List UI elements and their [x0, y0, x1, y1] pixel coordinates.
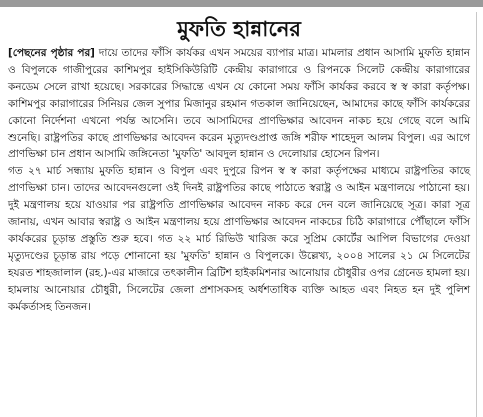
- article-body: [8, 45, 470, 316]
- column-rule: [476, 12, 477, 417]
- article-paragraph-1: [8, 45, 470, 163]
- news-article: [8, 14, 470, 414]
- article-headline: মুফতি হান্নানের: [177, 16, 301, 41]
- continued-from-label: [পেছনের পৃষ্ঠার পর]: [8, 47, 95, 59]
- top-rule: [0, 0, 483, 7]
- article-paragraph-2: গত ২৭ মার্চ সন্ধ্যায় মুফতি হান্নান ও বিপুল এবং দুপুরে রিপন স্ব স্ব কারা কর্তৃপক্ষের মাধ্যমে রাষ্ট্রপতির কাছে প্রাণভিক্ষা চান। তাদের আবেদনগুলো ওই দিনই রাষ্ট্রপতির কাছে পাঠাতে স্বরাষ্ট্র ও আইন মন্ত্রণালয়ে পাঠানো হয়। দুই মন্ত্রণালয় হয়ে যাওয়ার পর রাষ্ট্রপতি প্রাণভিক্ষার আবেদন নাকচ করে দেন বলে জানিয়েছে সূত্র। কারা সূত্র জানায়, এখন আবার স্বরাষ্ট্র ও আইন মন্ত্রণালয় হয়ে প্রাণভিক্ষার আবেদন নাকচের চিঠি কারাগারে পৌঁছালে ফাঁসি কার্যকরের চূড়ান্ত প্রস্তুতি শুরু হবে। গত ২২ মার্চ রিভিউ খারিজ করে সুপ্রিম কোর্টের আপিল বিভাগের দেওয়া মৃত্যুদণ্ডের চূড়ান্ত রায় পড়ে শোনানো হয় 'মুফতি' হান্নান ও বিপুলকে। উল্লেখ্য, ২০০৪ সালের ২১ মে সিলেটের হযরত শাহজালাল (রহ.)-এর মাজারে তৎকালীন ব্রিটিশ হাইকমিশনার আনোয়ার চৌধুরীর ওপর গ্রেনেড হামলা হয়। হামলায় আনোয়ার চৌধুরী, সিলেটের জেলা প্রশাসকসহ অর্ধশতাধিক ব্যক্তি আহত এবং নিহত হন দুই পুলিশ কর্মকর্তাসহ তিনজন।: [8, 165, 470, 313]
- paragraph-1-text: দায়ে তাদের ফাঁসি কার্যকর এখন সময়ের ব্যাপার মাত্র। মামলার প্রধান আসামি মুফতি হান্নান ও বিপুলকে গাজীপুরের কাশিমপুর হাইসিকিউরিটি কেন্দ্রীয় কারাগারে ও রিপনকে সিলেট কেন্দ্রীয় কারাগারের কনডেম সেলে রাখা হয়েছে। সরকারের সিদ্ধান্তে এখন যে কোনো সময় ফাঁসি কার্যকর করবে স্ব স্ব কারা কর্তৃপক্ষ। কাশিমপুর কারাগারের সিনিয়র জেল সুপার মিজানুর রহমান গতকাল জানিয়েছেন, আমাদের কাছে ফাঁসি কার্যকরের কোনো নির্দেশনা এখনো পর্যন্ত আসেনি। তবে আসামিদের প্রাণভিক্ষার আবেদন নাকচ হয়ে গেছে বলে আমি শুনেছি। রাষ্ট্রপতির কাছে প্রাণভিক্ষার আবেদন করেন মৃত্যুদণ্ডপ্রাপ্ত জঙ্গি শরীফ শাহেদুল আলম বিপুল। এর আগে প্রাণভিক্ষা চান প্রধান আসামি জঙ্গিনেতা 'মুফতি' আবদুল হান্নান ও দেলোয়ার হোসেন রিপন।: [8, 47, 471, 161]
